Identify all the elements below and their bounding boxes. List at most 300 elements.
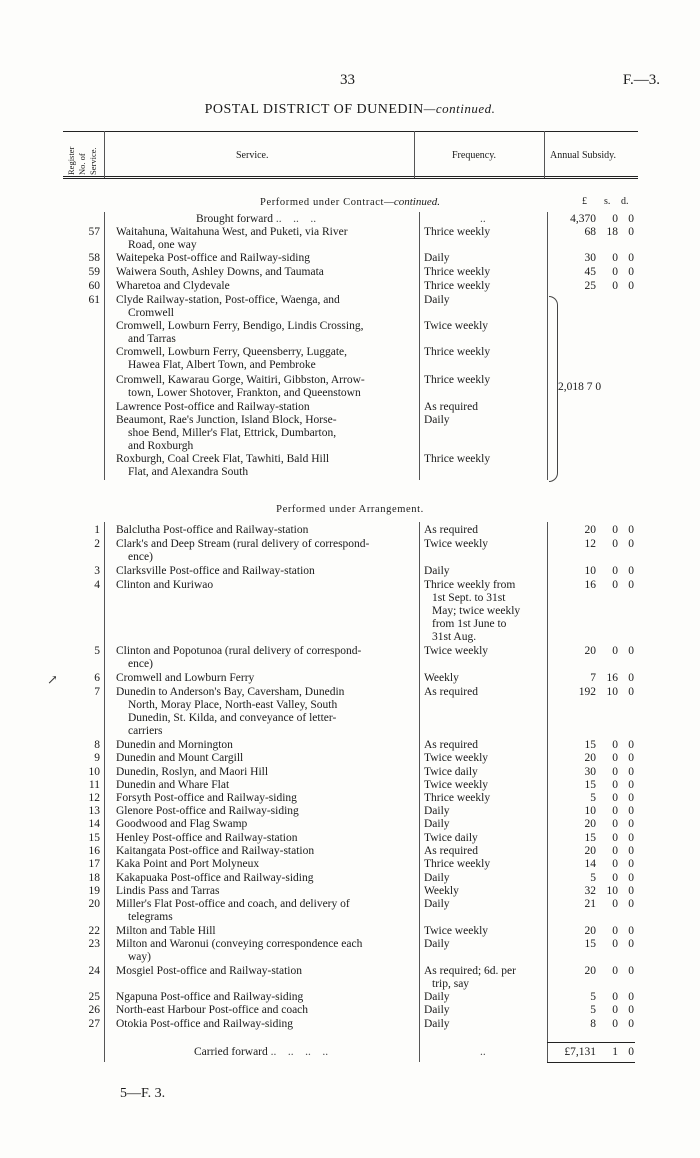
service-line: Dunedin, Roslyn, and Maori Hill — [116, 766, 269, 778]
service-description — [116, 538, 412, 564]
subsidy-pounds: 5 — [590, 991, 596, 1003]
subsidy-pence: 0 — [628, 792, 634, 804]
service-line: North, Moray Place, North-east Valley, South — [128, 699, 338, 711]
frequency-line: Thrice weekly — [424, 453, 491, 465]
frequency — [424, 320, 544, 333]
page-title — [0, 101, 700, 118]
frequency — [424, 538, 544, 551]
frequency-line: Thrice weekly — [424, 280, 491, 292]
register-number: 19 — [88, 885, 100, 897]
service-line: Otokia Post-office and Railway-siding — [116, 1018, 294, 1030]
register-number: 2 — [94, 538, 100, 550]
subsidy-pounds: 8 — [590, 1018, 596, 1030]
brought-forward-shillings: 0 — [612, 213, 618, 225]
frequency — [424, 805, 544, 818]
frequency-line: Daily — [424, 872, 450, 884]
service-description — [116, 885, 412, 898]
header-top-rule — [63, 131, 638, 132]
frequency-line: Daily — [424, 565, 450, 577]
header-bottom-rule-2 — [63, 178, 638, 179]
subsidy-shillings: 0 — [612, 991, 618, 1003]
service-line: Lindis Pass and Tarras — [116, 885, 220, 897]
frequency — [424, 414, 544, 427]
service-column-header: Service. — [236, 150, 269, 161]
service-description — [116, 686, 412, 738]
service-description — [116, 280, 412, 293]
register-number: 57 — [88, 226, 100, 238]
frequency-line: As required; 6d. per — [424, 965, 516, 977]
frequency-line: Twice daily — [424, 832, 478, 844]
register-header-line: Register — [66, 146, 76, 175]
service-description — [116, 565, 412, 578]
frequency-line: Twice weekly — [424, 320, 489, 332]
frequency-line: Twice weekly — [424, 538, 489, 550]
service-line: North-east Harbour Post-office and coach — [116, 1004, 309, 1016]
group-brace — [549, 296, 558, 482]
frequency — [424, 766, 544, 779]
service-description — [116, 645, 412, 671]
subsidy-pounds: 32 — [584, 885, 596, 897]
frequency — [424, 565, 544, 578]
total-rule-bottom — [547, 1062, 635, 1063]
service-description — [116, 1018, 412, 1031]
frequency — [424, 925, 544, 938]
service-line: Hawea Flat, Albert Town, and Pembroke — [128, 359, 316, 371]
subsidy-pence: 0 — [628, 766, 634, 778]
subsidy-shillings: 0 — [612, 280, 618, 292]
subsidy-pounds: 20 — [584, 965, 596, 977]
brought-forward-pence: 0 — [628, 213, 634, 225]
section-heading-suffix: —continued. — [384, 196, 440, 208]
service-line: Dunedin and Mount Cargill — [116, 752, 244, 764]
page-number: 33 — [340, 72, 355, 88]
frequency — [424, 739, 544, 752]
frequency-line: As required — [424, 739, 478, 751]
service-description — [116, 1004, 412, 1017]
service-line: Cromwell, Lowburn Ferry, Bendigo, Lindis Crossing, — [116, 320, 364, 332]
service-description — [116, 858, 412, 871]
service-description — [116, 579, 412, 592]
subsidy-pounds: 5 — [590, 1004, 596, 1016]
brought-forward-label: Brought forward — [196, 213, 273, 225]
frequency-line: Daily — [424, 818, 450, 830]
frequency — [424, 252, 544, 265]
register-number: 60 — [88, 280, 100, 292]
service-line: Clarksville Post-office and Railway-station — [116, 565, 315, 577]
service-line: Miller's Flat Post-office and coach, and delivery of — [116, 898, 350, 910]
register-number: 58 — [88, 252, 100, 264]
frequency-line: Daily — [424, 898, 450, 910]
frequency — [424, 672, 544, 685]
subsidy-shillings: 0 — [612, 858, 618, 870]
service-line: Milton and Table Hill — [116, 925, 216, 937]
frequency — [424, 453, 544, 466]
frequency — [424, 858, 544, 871]
service-description — [116, 965, 412, 978]
service-description — [116, 805, 412, 818]
frequency — [424, 280, 544, 293]
subsidy-shillings: 0 — [612, 266, 618, 278]
subsidy-pounds: 10 — [584, 565, 596, 577]
service-line: Beaumont, Rae's Junction, Island Block, Horse- — [116, 414, 337, 426]
subsidy-pounds: 15 — [584, 779, 596, 791]
service-line: ence) — [128, 551, 153, 563]
subsidy-shillings: 0 — [612, 752, 618, 764]
service-line: Cromwell and Lowburn Ferry — [116, 672, 255, 684]
subsidy-shillings: 0 — [612, 965, 618, 977]
subsidy-shillings: 0 — [612, 845, 618, 857]
subsidy-pence: 0 — [628, 872, 634, 884]
register-number: 61 — [88, 294, 100, 306]
subsidy-pence: 0 — [628, 266, 634, 278]
frequency-line: Weekly — [424, 672, 459, 684]
service-description — [116, 294, 412, 320]
service-line: carriers — [128, 725, 163, 737]
subsidy-pounds: 30 — [584, 252, 596, 264]
subsidy-pence: 0 — [628, 779, 634, 791]
service-line: Forsyth Post-office and Railway-siding — [116, 792, 297, 804]
frequency — [424, 374, 544, 387]
frequency-line: Thrice weekly — [424, 266, 491, 278]
frequency-line: As required — [424, 686, 478, 698]
carried-forward-shillings: 1 — [612, 1046, 618, 1058]
subsidy-shillings: 0 — [612, 792, 618, 804]
frequency-line: Twice weekly — [424, 645, 489, 657]
service-description — [116, 226, 412, 252]
frequency-line: Daily — [424, 1018, 450, 1030]
frequency — [424, 872, 544, 885]
frequency-line: Twice weekly — [424, 925, 489, 937]
service-description — [116, 374, 412, 400]
service-description — [116, 991, 412, 1004]
service-line: Glenore Post-office and Railway-siding — [116, 805, 299, 817]
frequency — [424, 991, 544, 1004]
subsidy-pence: 0 — [628, 858, 634, 870]
frequency — [424, 686, 544, 699]
frequency — [424, 1004, 544, 1017]
service-line: Kaitangata Post-office and Railway-station — [116, 845, 315, 857]
subsidy-pounds: 192 — [578, 686, 596, 698]
register-number: 24 — [88, 965, 100, 977]
register-number: 27 — [88, 1018, 100, 1030]
subsidy-pence: 0 — [628, 280, 634, 292]
subsidy-pence: 0 — [628, 818, 634, 830]
frequency-line: Twice daily — [424, 766, 478, 778]
frequency — [424, 266, 544, 279]
service-description — [116, 739, 412, 752]
service-line: Milton and Waronui (conveying correspondence each — [116, 938, 363, 950]
service-line: Clyde Railway-station, Post-office, Waenga, and — [116, 294, 340, 306]
subsidy-shillings: 16 — [606, 672, 618, 684]
frequency — [424, 346, 544, 359]
frequency-line: 1st Sept. to 31st — [432, 592, 506, 604]
unit-pounds: £ — [582, 196, 587, 207]
subsidy-shillings: 0 — [612, 739, 618, 751]
service-line: telegrams — [128, 911, 173, 923]
subsidy-shillings: 0 — [612, 579, 618, 591]
subsidy-shillings: 0 — [612, 524, 618, 536]
column-divider — [547, 522, 548, 1062]
subsidy-pounds: 14 — [584, 858, 596, 870]
register-column-header — [63, 131, 101, 177]
frequency-line: Weekly — [424, 885, 459, 897]
brought-forward-pounds: 4,370 — [570, 213, 596, 225]
frequency-line: Thrice weekly from — [424, 579, 516, 591]
register-header-line: Service. — [88, 147, 98, 175]
service-description — [116, 898, 412, 924]
subsidy-pence: 0 — [628, 991, 634, 1003]
section-heading-contract — [0, 196, 700, 208]
section-heading-arrangement: Performed under Arrangement. — [276, 504, 424, 515]
service-description — [116, 453, 412, 479]
service-description — [116, 252, 412, 265]
service-description — [116, 414, 412, 453]
subsidy-shillings: 0 — [612, 779, 618, 791]
service-description — [116, 766, 412, 779]
column-divider — [104, 522, 105, 1062]
subsidy-pounds: 5 — [590, 792, 596, 804]
register-number: 25 — [88, 991, 100, 1003]
frequency — [424, 1018, 544, 1031]
column-divider — [419, 522, 420, 1062]
subsidy-pounds: 21 — [584, 898, 596, 910]
frequency — [424, 885, 544, 898]
service-line: Flat, and Alexandra South — [128, 466, 249, 478]
service-line: way) — [128, 951, 151, 963]
frequency-line: Thrice weekly — [424, 858, 491, 870]
carried-forward-label: Carried forward — [194, 1046, 268, 1058]
column-divider — [104, 131, 105, 178]
service-description — [116, 779, 412, 792]
register-number: 1 — [94, 524, 100, 536]
subsidy-pounds: 20 — [584, 818, 596, 830]
margin-mark-icon: ↗ — [47, 672, 58, 687]
subsidy-shillings: 0 — [612, 1018, 618, 1030]
subsidy-pounds: 15 — [584, 739, 596, 751]
register-number: 9 — [94, 752, 100, 764]
frequency — [424, 401, 544, 414]
register-number: 10 — [88, 766, 100, 778]
register-number: 3 — [94, 565, 100, 577]
service-line: Lawrence Post-office and Railway-station — [116, 401, 310, 413]
register-number: 23 — [88, 938, 100, 950]
subsidy-pence: 0 — [628, 938, 634, 950]
carried-forward-pounds: £7,131 — [564, 1046, 596, 1058]
subsidy-pence: 0 — [628, 579, 634, 591]
register-number: 12 — [88, 792, 100, 804]
subsidy-pounds: 20 — [584, 524, 596, 536]
frequency-line: Thrice weekly — [424, 374, 491, 386]
subsidy-pence: 0 — [628, 524, 634, 536]
subsidy-pence: 0 — [628, 805, 634, 817]
service-line: Goodwood and Flag Swamp — [116, 818, 248, 830]
frequency — [424, 938, 544, 951]
frequency-line: As required — [424, 401, 478, 413]
subsidy-shillings: 0 — [612, 872, 618, 884]
service-description — [116, 524, 412, 537]
service-line: town, Lower Shotover, Frankton, and Queenstown — [128, 387, 361, 399]
frequency — [424, 579, 544, 644]
subsidy-pence: 0 — [628, 645, 634, 657]
subsidy-shillings: 0 — [612, 565, 618, 577]
frequency-line: May; twice weekly — [432, 605, 521, 617]
subsidy-shillings: 0 — [612, 538, 618, 550]
frequency-line: Daily — [424, 1004, 450, 1016]
service-line: Clinton and Kuriwao — [116, 579, 214, 591]
subsidy-pounds: 5 — [590, 872, 596, 884]
column-divider — [414, 131, 415, 178]
service-line: Dunedin and Mornington — [116, 739, 233, 751]
subsidy-shillings: 0 — [612, 818, 618, 830]
service-line: Waitahuna, Waitahuna West, and Puketi, via River — [116, 226, 348, 238]
service-line: Ngapuna Post-office and Railway-siding — [116, 991, 304, 1003]
service-line: Dunedin to Anderson's Bay, Caversham, Dunedin — [116, 686, 345, 698]
service-line: Clinton and Popotunoa (rural delivery of correspond- — [116, 645, 362, 657]
frequency-line: Daily — [424, 991, 450, 1003]
column-divider — [104, 212, 105, 480]
subsidy-pounds: 25 — [584, 280, 596, 292]
service-line: Waiwera South, Ashley Downs, and Taumata — [116, 266, 324, 278]
service-line: Cromwell, Kawarau Gorge, Waitiri, Gibbston, Arrow- — [116, 374, 365, 386]
frequency-line: As required — [424, 524, 478, 536]
subsidy-pence: 0 — [628, 686, 634, 698]
register-header-line: No. of — [77, 153, 87, 175]
frequency — [424, 965, 544, 991]
service-line: Cromwell — [128, 307, 174, 319]
subsidy-pounds: 20 — [584, 645, 596, 657]
column-divider — [544, 131, 545, 178]
service-line: Dunedin, St. Kilda, and conveyance of letter- — [128, 712, 337, 724]
frequency — [424, 524, 544, 537]
frequency — [424, 752, 544, 765]
subsidy-pence: 0 — [628, 965, 634, 977]
frequency-line: Daily — [424, 414, 450, 426]
subsidy-pence: 0 — [628, 898, 634, 910]
subsidy-pence: 0 — [628, 252, 634, 264]
service-description — [116, 832, 412, 845]
frequency — [424, 779, 544, 792]
subsidy-shillings: 0 — [612, 898, 618, 910]
frequency-line: Daily — [424, 294, 450, 306]
register-number: 18 — [88, 872, 100, 884]
subsidy-pounds: 45 — [584, 266, 596, 278]
service-description — [116, 401, 412, 414]
subsidy-shillings: 0 — [612, 766, 618, 778]
register-number: 22 — [88, 925, 100, 937]
service-line: Dunedin and Whare Flat — [116, 779, 230, 791]
service-description — [116, 346, 412, 372]
service-line: and Roxburgh — [128, 440, 194, 452]
subsidy-pence: 0 — [628, 885, 634, 897]
frequency-line: trip, say — [432, 978, 470, 990]
subsidy-pence: 0 — [628, 832, 634, 844]
frequency — [424, 818, 544, 831]
register-number: 8 — [94, 739, 100, 751]
service-description — [116, 872, 412, 885]
subsidy-shillings: 0 — [612, 938, 618, 950]
frequency-line: Twice weekly — [424, 752, 489, 764]
subsidy-pence: 0 — [628, 925, 634, 937]
unit-pence: d. — [621, 196, 629, 207]
frequency-line: As required — [424, 845, 478, 857]
service-description — [116, 792, 412, 805]
frequency-line: 31st Aug. — [432, 631, 477, 643]
service-line: Kaka Point and Port Molyneux — [116, 858, 260, 870]
frequency — [424, 832, 544, 845]
subsidy-pounds: 16 — [584, 579, 596, 591]
subsidy-pounds: 12 — [584, 538, 596, 550]
frequency — [424, 226, 544, 239]
service-line: and Tarras — [128, 333, 176, 345]
subsidy-pence: 0 — [628, 538, 634, 550]
register-number: 20 — [88, 898, 100, 910]
subsidy-column-header: Annual Subsidy. — [550, 150, 617, 161]
service-description — [116, 672, 412, 685]
subsidy-pence: 0 — [628, 752, 634, 764]
service-description — [116, 320, 412, 346]
service-description — [116, 925, 412, 938]
service-line: Clark's and Deep Stream (rural delivery of correspond- — [116, 538, 370, 550]
frequency-line: Thrice weekly — [424, 226, 491, 238]
frequency-line: Thrice weekly — [424, 346, 491, 358]
subsidy-shillings: 0 — [612, 252, 618, 264]
service-line: Wharetoa and Clydevale — [116, 280, 230, 292]
subsidy-shillings: 0 — [612, 832, 618, 844]
subsidy-pence: 0 — [628, 1018, 634, 1030]
register-number: 14 — [88, 818, 100, 830]
service-line: shoe Bend, Miller's Flat, Ettrick, Dumbarton, — [128, 427, 337, 439]
carried-forward-pence: 0 — [628, 1046, 634, 1058]
subsidy-pence: 0 — [628, 739, 634, 751]
subsidy-pounds: 15 — [584, 832, 596, 844]
subsidy-shillings: 0 — [612, 925, 618, 937]
service-description — [116, 938, 412, 964]
column-divider — [547, 212, 548, 480]
total-rule — [547, 1042, 635, 1043]
subsidy-pounds: 68 — [584, 226, 596, 238]
unit-shillings: s. — [604, 196, 611, 207]
frequency-line: from 1st June to — [432, 618, 507, 630]
frequency-line: Daily — [424, 252, 450, 264]
register-number: 17 — [88, 858, 100, 870]
service-line: ence) — [128, 658, 153, 670]
register-number: 4 — [94, 579, 100, 591]
service-description — [116, 845, 412, 858]
group-total: 2,018 7 0 — [558, 381, 602, 393]
frequency-line: Twice weekly — [424, 779, 489, 791]
service-line: Waitepeka Post-office and Railway-siding — [116, 252, 310, 264]
register-number: 11 — [88, 779, 100, 791]
service-line: Roxburgh, Coal Creek Flat, Tawhiti, Bald Hill — [116, 453, 330, 465]
subsidy-shillings: 18 — [606, 226, 618, 238]
subsidy-pounds: 7 — [590, 672, 596, 684]
subsidy-shillings: 0 — [612, 805, 618, 817]
service-line: Balclutha Post-office and Railway-station — [116, 524, 309, 536]
frequency-line: Thrice weekly — [424, 792, 491, 804]
service-description — [116, 818, 412, 831]
subsidy-pounds: 30 — [584, 766, 596, 778]
register-number: 15 — [88, 832, 100, 844]
service-line: Mosgiel Post-office and Railway-station — [116, 965, 302, 977]
subsidy-pence: 0 — [628, 672, 634, 684]
subsidy-pence: 0 — [628, 845, 634, 857]
subsidy-shillings: 0 — [612, 645, 618, 657]
register-number: 13 — [88, 805, 100, 817]
subsidy-pounds: 15 — [584, 938, 596, 950]
register-number: 16 — [88, 845, 100, 857]
frequency — [424, 845, 544, 858]
service-line: Cromwell, Lowburn Ferry, Queensberry, Luggate, — [116, 346, 347, 358]
